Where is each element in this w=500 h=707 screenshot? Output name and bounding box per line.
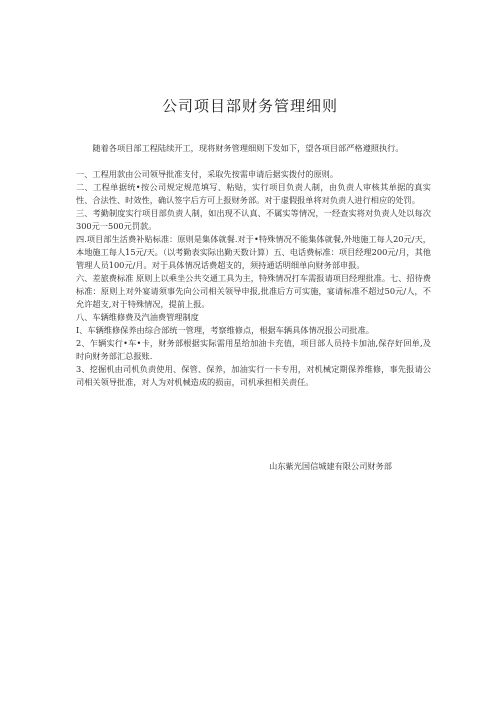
paragraph-2: 二、工程单据统•按公司规定规范填写、粘贴，实行项目负责人制，由负责人审核其单据的真实性、合法性、时效性，确认签字后方可上报财务部。对于虚假报单将对负责人进行相应的处罚。 (76, 182, 431, 205)
paragraph-7: I、车辆维修保养由综合部统一管理，考察维修点，根据车辆具体情况报公司批准。 (76, 325, 374, 335)
paragraph-6: 八、车辆维修费及汽油费管理制度 (76, 312, 199, 322)
paragraph-5: 六、差旅费标准 原则上以乘坐公共交通工具为主，特殊情况打车需报请项目经理批准。七、招待费标准：原则上对外宴请须事先向公司相关领导申报,批准后方可实施，宴请标准不超过50元/人，不允许超支,对于特殊情况，提前上报。 (76, 273, 431, 309)
paragraph-3: 三、考勤制度实行项目部负责人制，如出现不认真、不属实等情况，一经查实将对负责人处以每次300元一500元罚款。 (76, 208, 431, 231)
paragraph-9: 3、挖掘机由司机负责使用、保管、保养，加油实行一卡专用，对机械定期保养维修，事先报请公司相关领导批准，对人为对机械造成的损亩，司机承担相关责任。 (76, 364, 431, 387)
document-body (76, 142, 431, 389)
intro-paragraph: 随着各项目部工程陆续开工，现将财务管理细则下发如下，望各项目部严格遵照执行。 (92, 143, 404, 153)
paragraph-1: 一、工程用款由公司领导批准支付，采取先按需申请后据实拨付的原则。 (76, 169, 339, 179)
document-title: 公司项目部财务管理细则 (161, 97, 338, 115)
paragraph-4: 四.项目部生活费补贴标准：原则是集体就餐.对于•特殊情况不能集体就餐,外地施工每人20元/天，本地施工每人15元/天。（以考勤表实际出勤天数计算）五、电话费标准：项目经理200元/月，其他管理人员100元/月。对于具体情况话费超支的，须持通话明细单向财务部申报。 (76, 234, 431, 270)
paragraph-8: 2、乍辆实行•车•卡，财务部根据实际需用星给加油卡充值，项目部人员持卡加油,保存好回单,及时向财务部汇总报账. (76, 338, 431, 361)
document-signature: 山东紫光国信城建有限公司财务部 (269, 461, 392, 471)
